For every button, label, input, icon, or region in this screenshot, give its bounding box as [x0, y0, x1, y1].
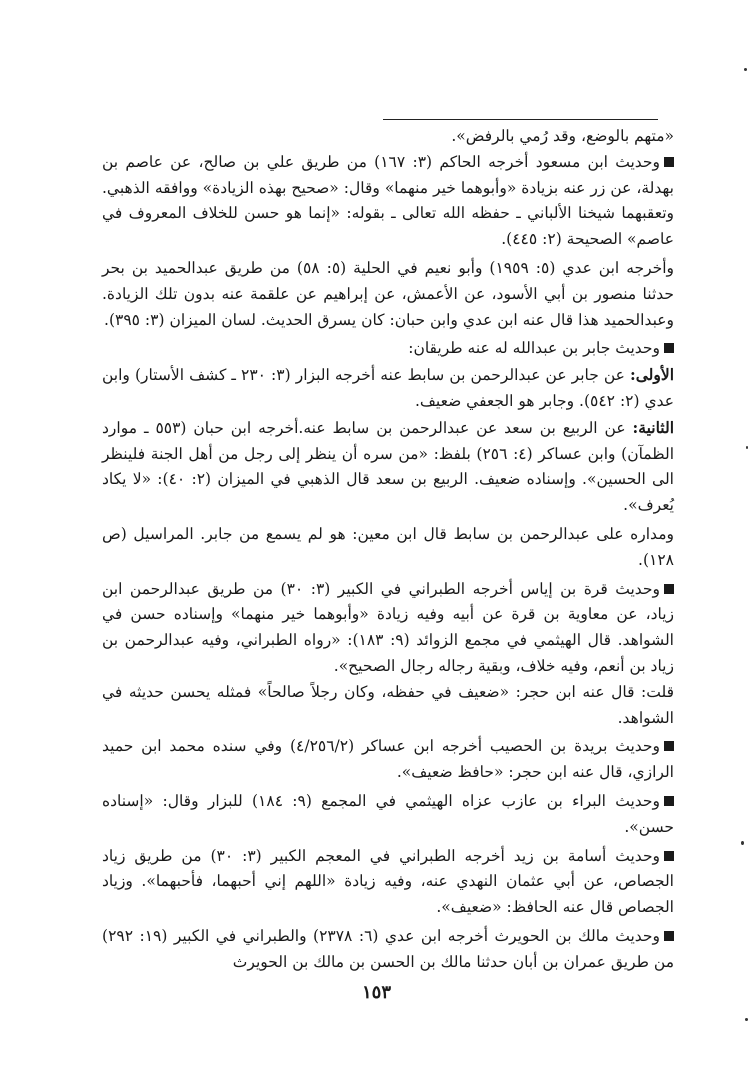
paragraph-text: وحديث البراء بن عازب عزاه الهيثمي في المجمع (٩: ١٨٤) للبزار وقال: «إسناده حسن». [102, 791, 674, 836]
paragraph-text: عن جابر عن عبدالرحمن بن سابط عنه أخرجه البزار (٣: ٢٣٠ ـ كشف الأستار) وابن عدي (٢: ٥٤٢). وجابر هو الجعفي ضعيف. [102, 366, 674, 410]
paragraph-lead: الأولى: [630, 365, 674, 385]
square-bullet-icon [664, 796, 674, 806]
paragraph [102, 362, 674, 415]
scan-speck [744, 68, 747, 71]
paragraph-text: وحديث بريدة بن الحصيب أخرجه ابن عساكر (٤/٢٥٦/٢) وفي سنده محمد ابن حميد الرازي، قال عنه ابن حجر: «حافظ ضعيف». [102, 737, 674, 782]
scan-speck [745, 1018, 748, 1021]
paragraph [102, 577, 674, 680]
square-bullet-icon [664, 851, 674, 861]
paragraph [102, 415, 674, 519]
paragraph-text: وحديث ابن مسعود أخرجه الحاكم (٣: ١٦٧) من طريق علي بن صالح، عن عاصم بن بهدلة، عن زر عنه بزيادة «وأبوهما خير منهما» وقال: «صحيح بهذه الزيادة» ووافقه الذهبي. وتعقبهما شيخنا الألباني ـ حفظه الله تعالى ـ بقوله: «إنما هو حسن للخلاف المعروف في عاصم» الصحيحة (٢: ٤٤٥). [102, 152, 674, 249]
paragraph [102, 924, 674, 976]
paragraph-text: وحديث أسامة بن زيد أخرجه الطبراني في المعجم الكبير (٣: ٣٠) من طريق زياد الجصاص، عن أبي عثمان النهدي عنه، وفيه زيادة «اللهم إني أحبهما، فأحبهما». وزياد الجصاص قال عنه الحافظ: «ضعيف». [102, 846, 674, 917]
paragraph [102, 150, 674, 253]
paragraph-text: قلت: قال عنه ابن حجر: «ضعيف في حفظه، وكان رجلاً صالحاً» فمثله يحسن حديثه في الشواهد. [102, 682, 674, 727]
square-bullet-icon [664, 157, 674, 167]
square-bullet-icon [664, 343, 674, 353]
page-body [102, 124, 674, 976]
paragraph-text: وحديث مالك بن الحويرث أخرجه ابن عدي (٦: ٢٣٧٨) والطبراني في الكبير (١٩: ٢٩٢) من طريق عمران بن أبان حدثنا مالك بن الحسن بن مالك بن الحويرث [102, 926, 674, 971]
paragraph [102, 124, 674, 150]
paragraph-lead: الثانية: [632, 417, 674, 437]
square-bullet-icon [664, 584, 674, 594]
paragraph [102, 256, 674, 333]
paragraph [102, 789, 674, 841]
paragraph [102, 844, 674, 921]
paragraph [102, 680, 674, 732]
header-rule [383, 119, 658, 120]
scan-speck [741, 841, 744, 845]
paragraph-text: وحديث جابر بن عبدالله له عنه طريقان: [408, 339, 660, 358]
paragraph-text: «متهم بالوضع، وقد رُمي بالرفض». [451, 127, 674, 145]
paragraph-text: ومداره على عبدالرحمن بن سابط قال ابن معين: هو لم يسمع من جابر. المراسيل (ص ١٢٨). [102, 524, 674, 569]
paragraph-text: عن الربيع بن سعد عن عبدالرحمن بن سابط عنه.أخرجه ابن حبان (٥٥٣ ـ موارد الظمآن) وابن عساكر (٤: ٢٥٦) بلفظ: «من سره أن ينظر إلى رجل من أهل الجنة فلينظر الى الحسين». وإسناده ضعيف. الربيع بن سعد قال الذهبي في الميزان (٢: ٤٠): «لا يكاد يُعرف». [102, 418, 675, 515]
paragraph-text: وأخرجه ابن عدي (٥: ١٩٥٩) وأبو نعيم في الحلية (٥: ٥٨) من طريق عبدالحميد بن بحر حدثنا منصور بن أبي الأسود، عن الأعمش، عن إبراهيم عن علقمة عنه بدون تلك الزيادة. وعبدالحميد هذا قال عنه ابن عدي وابن حبان: كان يسرق الحديث. لسان الميزان (٣: ٣٩٥). [102, 258, 675, 329]
paragraph [102, 734, 674, 786]
scan-speck [746, 446, 748, 449]
paragraph [102, 522, 674, 574]
paragraph-text: وحديث قرة بن إياس أخرجه الطبراني في الكبير (٣: ٣٠) من طريق عبدالرحمن ابن زياد، عن معاوية بن قرة عن أبيه وفيه زيادة «وأبوهما خير منهما» وإسناده حسن في الشواهد. قال الهيثمي في مجمع الزوائد (٩: ١٨٣): «رواه الطبراني، وفيه عبدالرحمن بن زياد بن أنعم، وفيه خلاف، وبقية رجاله رجال الصحيح». [102, 579, 674, 675]
square-bullet-icon [664, 931, 674, 941]
paragraph [102, 336, 674, 362]
square-bullet-icon [664, 741, 674, 751]
page-number: ١٥٣ [361, 982, 391, 1003]
